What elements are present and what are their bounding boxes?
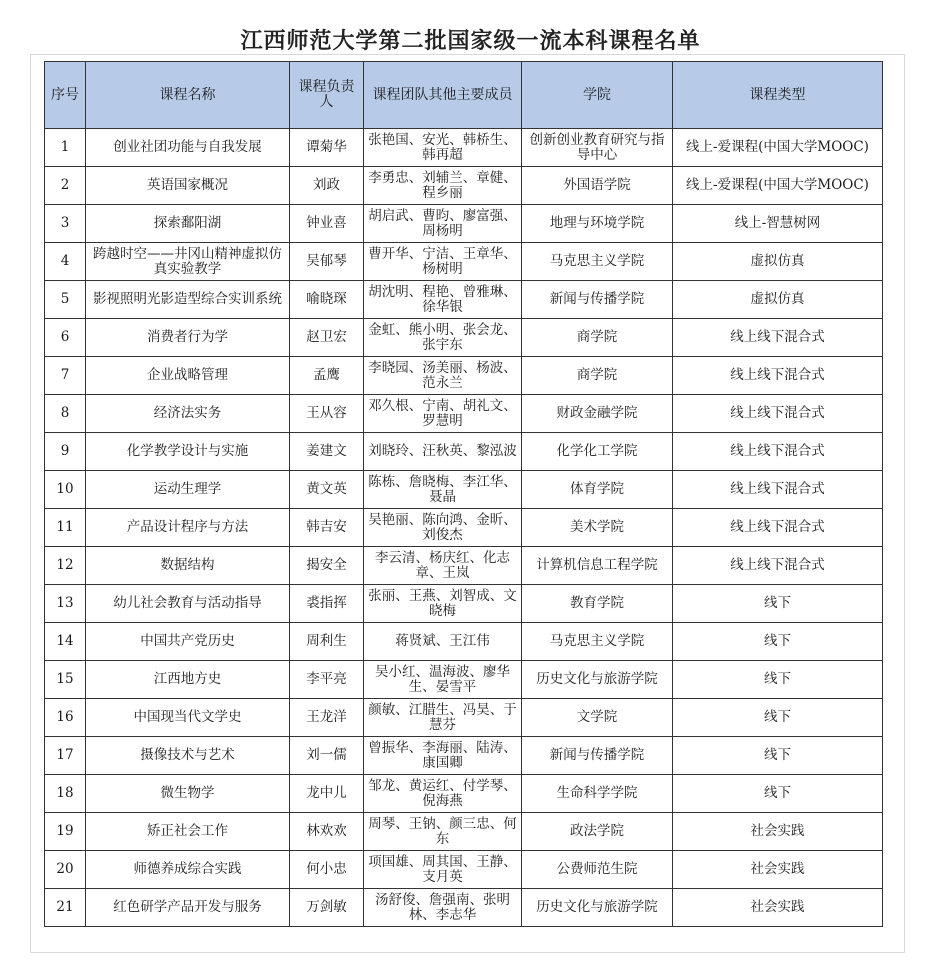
course-list-table xyxy=(44,61,883,927)
cell-course-name: 幼儿社会教育与活动指导 xyxy=(86,585,290,623)
cell-team: 项国雄、周其国、王静、支月英 xyxy=(364,851,522,889)
cell-course-type: 线下 xyxy=(673,623,883,661)
header-course-name: 课程名称 xyxy=(86,62,290,129)
cell-no: 15 xyxy=(45,661,86,699)
cell-college: 创新创业教育研究与指导中心 xyxy=(522,129,673,167)
cell-team: 李晓园、汤美丽、杨波、范永兰 xyxy=(364,357,522,395)
cell-course-type: 线上线下混合式 xyxy=(673,433,883,471)
cell-course-type: 线上线下混合式 xyxy=(673,509,883,547)
cell-course-name: 化学教学设计与实施 xyxy=(86,433,290,471)
table-row xyxy=(45,851,883,889)
cell-leader: 裘指挥 xyxy=(290,585,364,623)
cell-leader: 刘一儒 xyxy=(290,737,364,775)
cell-leader: 喻晓琛 xyxy=(290,281,364,319)
table-row xyxy=(45,471,883,509)
cell-no: 20 xyxy=(45,851,86,889)
cell-no: 1 xyxy=(45,129,86,167)
cell-leader: 赵卫宏 xyxy=(290,319,364,357)
table-row xyxy=(45,433,883,471)
cell-no: 18 xyxy=(45,775,86,813)
cell-no: 13 xyxy=(45,585,86,623)
cell-college: 生命科学学院 xyxy=(522,775,673,813)
cell-no: 4 xyxy=(45,243,86,281)
cell-no: 10 xyxy=(45,471,86,509)
cell-course-type: 社会实践 xyxy=(673,889,883,927)
cell-no: 2 xyxy=(45,167,86,205)
cell-college: 新闻与传播学院 xyxy=(522,737,673,775)
cell-college: 新闻与传播学院 xyxy=(522,281,673,319)
cell-team: 胡启武、曹昀、廖富强、周杨明 xyxy=(364,205,522,243)
table-row xyxy=(45,889,883,927)
cell-college: 化学化工学院 xyxy=(522,433,673,471)
table-row xyxy=(45,775,883,813)
cell-course-name: 经济法实务 xyxy=(86,395,290,433)
header-no: 序号 xyxy=(45,62,86,129)
cell-course-type: 线上线下混合式 xyxy=(673,395,883,433)
table-row xyxy=(45,661,883,699)
cell-no: 8 xyxy=(45,395,86,433)
table-row xyxy=(45,699,883,737)
cell-team: 邹龙、黄运红、付学琴、倪海燕 xyxy=(364,775,522,813)
cell-team: 蒋贤斌、王江伟 xyxy=(364,623,522,661)
cell-leader: 刘政 xyxy=(290,167,364,205)
cell-course-name: 微生物学 xyxy=(86,775,290,813)
table-row xyxy=(45,319,883,357)
cell-team: 颜敏、江腊生、冯昊、于慧芬 xyxy=(364,699,522,737)
cell-course-type: 线上-智慧树网 xyxy=(673,205,883,243)
cell-course-type: 线下 xyxy=(673,661,883,699)
cell-team: 金虹、熊小明、张会龙、张宇东 xyxy=(364,319,522,357)
cell-no: 16 xyxy=(45,699,86,737)
cell-course-type: 线上线下混合式 xyxy=(673,319,883,357)
cell-course-type: 线下 xyxy=(673,737,883,775)
cell-team: 周琴、王钠、颜三忠、何东 xyxy=(364,813,522,851)
cell-leader: 揭安全 xyxy=(290,547,364,585)
cell-college: 政法学院 xyxy=(522,813,673,851)
cell-no: 7 xyxy=(45,357,86,395)
cell-leader: 王从容 xyxy=(290,395,364,433)
cell-team: 李云清、杨庆红、化志章、王岚 xyxy=(364,547,522,585)
cell-leader: 吴郁琴 xyxy=(290,243,364,281)
cell-no: 6 xyxy=(45,319,86,357)
cell-leader: 龙中儿 xyxy=(290,775,364,813)
table-row xyxy=(45,585,883,623)
table-row xyxy=(45,357,883,395)
header-college: 学院 xyxy=(522,62,673,129)
cell-no: 3 xyxy=(45,205,86,243)
cell-team: 张丽、王燕、刘智成、文晓梅 xyxy=(364,585,522,623)
table-row xyxy=(45,205,883,243)
cell-leader: 何小忠 xyxy=(290,851,364,889)
cell-team: 李勇忠、刘辅兰、章健、程乡丽 xyxy=(364,167,522,205)
cell-course-name: 消费者行为学 xyxy=(86,319,290,357)
cell-course-type: 线上线下混合式 xyxy=(673,547,883,585)
document-title: 江西师范大学第二批国家级一流本科课程名单 xyxy=(240,29,701,54)
table-row xyxy=(45,167,883,205)
table-body xyxy=(45,129,883,927)
cell-leader: 谭菊华 xyxy=(290,129,364,167)
cell-college: 商学院 xyxy=(522,319,673,357)
table-row xyxy=(45,737,883,775)
cell-team: 刘晓玲、汪秋英、黎泓波 xyxy=(364,433,522,471)
cell-course-name: 数据结构 xyxy=(86,547,290,585)
cell-course-type: 线下 xyxy=(673,775,883,813)
table-row xyxy=(45,281,883,319)
cell-college: 公费师范生院 xyxy=(522,851,673,889)
table-row xyxy=(45,129,883,167)
cell-college: 马克思主义学院 xyxy=(522,623,673,661)
cell-no: 11 xyxy=(45,509,86,547)
cell-college: 地理与环境学院 xyxy=(522,205,673,243)
cell-college: 财政金融学院 xyxy=(522,395,673,433)
cell-college: 计算机信息工程学院 xyxy=(522,547,673,585)
cell-college: 历史文化与旅游学院 xyxy=(522,661,673,699)
cell-leader: 林欢欢 xyxy=(290,813,364,851)
header-leader: 课程负责人 xyxy=(290,62,364,129)
cell-no: 5 xyxy=(45,281,86,319)
cell-leader: 孟鹰 xyxy=(290,357,364,395)
table-row xyxy=(45,547,883,585)
cell-team: 吴艳丽、陈向鸿、金昕、刘俊杰 xyxy=(364,509,522,547)
cell-leader: 钟业喜 xyxy=(290,205,364,243)
cell-team: 曾振华、李海丽、陆涛、康国卿 xyxy=(364,737,522,775)
cell-leader: 李平亮 xyxy=(290,661,364,699)
cell-college: 历史文化与旅游学院 xyxy=(522,889,673,927)
cell-no: 19 xyxy=(45,813,86,851)
cell-team: 胡沈明、程艳、曾雅琳、徐华银 xyxy=(364,281,522,319)
cell-course-type: 线上线下混合式 xyxy=(673,357,883,395)
cell-team: 邓久根、宁南、胡礼文、罗慧明 xyxy=(364,395,522,433)
cell-no: 17 xyxy=(45,737,86,775)
table-row xyxy=(45,395,883,433)
cell-team: 张艳国、安光、韩桥生、韩再超 xyxy=(364,129,522,167)
cell-course-name: 矫正社会工作 xyxy=(86,813,290,851)
cell-team: 曹开华、宁洁、王章华、杨树明 xyxy=(364,243,522,281)
cell-course-name: 影视照明光影造型综合实训系统 xyxy=(86,281,290,319)
cell-course-name: 英语国家概况 xyxy=(86,167,290,205)
cell-course-type: 社会实践 xyxy=(673,813,883,851)
cell-course-name: 红色研学产品开发与服务 xyxy=(86,889,290,927)
cell-course-type: 线下 xyxy=(673,699,883,737)
cell-no: 14 xyxy=(45,623,86,661)
table-row xyxy=(45,243,883,281)
cell-leader: 黄文英 xyxy=(290,471,364,509)
cell-no: 9 xyxy=(45,433,86,471)
cell-team: 吴小红、温海波、廖华生、晏雪平 xyxy=(364,661,522,699)
cell-course-name: 跨越时空——井冈山精神虚拟仿真实验教学 xyxy=(86,243,290,281)
header-team: 课程团队其他主要成员 xyxy=(364,62,522,129)
cell-course-name: 江西地方史 xyxy=(86,661,290,699)
cell-course-type: 社会实践 xyxy=(673,851,883,889)
cell-leader: 周利生 xyxy=(290,623,364,661)
cell-course-name: 产品设计程序与方法 xyxy=(86,509,290,547)
cell-team: 汤舒俊、詹强南、张明林、李志华 xyxy=(364,889,522,927)
cell-course-name: 中国共产党历史 xyxy=(86,623,290,661)
table-row xyxy=(45,509,883,547)
cell-college: 美术学院 xyxy=(522,509,673,547)
cell-course-name: 探索鄱阳湖 xyxy=(86,205,290,243)
table-row xyxy=(45,623,883,661)
cell-course-name: 运动生理学 xyxy=(86,471,290,509)
cell-course-type: 线上线下混合式 xyxy=(673,471,883,509)
cell-course-name: 企业战略管理 xyxy=(86,357,290,395)
cell-college: 马克思主义学院 xyxy=(522,243,673,281)
cell-course-name: 师德养成综合实践 xyxy=(86,851,290,889)
cell-college: 商学院 xyxy=(522,357,673,395)
cell-course-type: 虚拟仿真 xyxy=(673,243,883,281)
header-course-type: 课程类型 xyxy=(673,62,883,129)
cell-course-type: 线下 xyxy=(673,585,883,623)
cell-leader: 韩吉安 xyxy=(290,509,364,547)
cell-college: 外国语学院 xyxy=(522,167,673,205)
cell-course-type: 线上-爱课程(中国大学MOOC) xyxy=(673,129,883,167)
cell-college: 文学院 xyxy=(522,699,673,737)
cell-leader: 姜建文 xyxy=(290,433,364,471)
cell-course-type: 线上-爱课程(中国大学MOOC) xyxy=(673,167,883,205)
table-header-row xyxy=(45,62,883,129)
cell-no: 12 xyxy=(45,547,86,585)
cell-no: 21 xyxy=(45,889,86,927)
cell-course-type: 虚拟仿真 xyxy=(673,281,883,319)
cell-team: 陈栋、詹晓梅、李江华、聂晶 xyxy=(364,471,522,509)
cell-course-name: 中国现当代文学史 xyxy=(86,699,290,737)
cell-leader: 万剑敏 xyxy=(290,889,364,927)
cell-college: 体育学院 xyxy=(522,471,673,509)
cell-college: 教育学院 xyxy=(522,585,673,623)
cell-leader: 王龙洋 xyxy=(290,699,364,737)
cell-course-name: 摄像技术与艺术 xyxy=(86,737,290,775)
cell-course-name: 创业社团功能与自我发展 xyxy=(86,129,290,167)
table-row xyxy=(45,813,883,851)
